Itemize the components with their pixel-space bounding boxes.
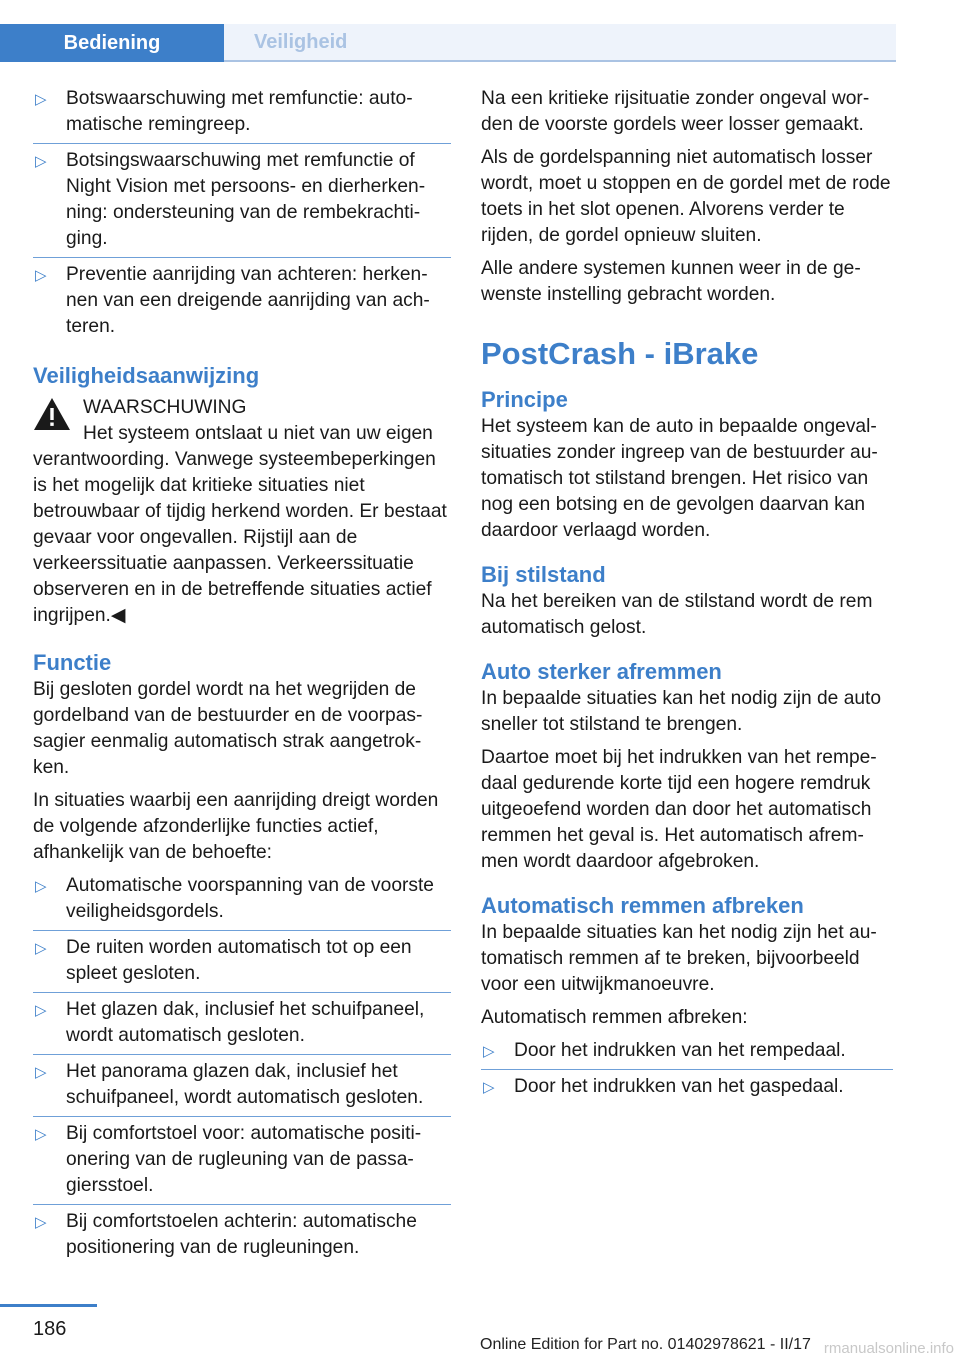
watermark: rmanualsonline.info: [823, 1340, 954, 1357]
standstill-heading: Bij stilstand: [481, 562, 606, 587]
triangle-bullet-icon: ▷: [35, 940, 47, 957]
list-item: ▷ Automatische voorspanning van de voorste veiligheidsgordels.: [33, 869, 451, 931]
stronger-braking-paragraph-1: In bepaalde situaties kan het nodig zijn de auto sneller tot stilstand te brengen.: [481, 688, 882, 735]
release-paragraph-2: Als de gordelspanning niet automatisch losser wordt, moet u stoppen en de gordel met de rode toets in het slot openen. Alvorens verder te rijden, de gordel opnieuw sluiten.: [481, 147, 891, 246]
edition-note: Online Edition for Part no. 01402978621 - II/17: [480, 1336, 811, 1353]
list-item: ▷ Botsingswaarschuwing met remfunctie of Night Vision met persoons- en dierherkenning: ondersteuning van de rembekrachtiging.: [33, 144, 451, 258]
function-paragraph-2: In situaties waarbij een aanrijding dreigt worden de volgende afzonderlijke functies actief, afhankelijk van de behoefte:: [33, 790, 439, 863]
list-item: ▷ Preventie aanrijding van achteren: herkennen van een dreigende aanrijding van achteren.: [35, 264, 430, 337]
triangle-bullet-icon: ▷: [35, 153, 47, 170]
list-item: ▷ Bij comfortstoel voor: automatische positionering van de rugleuning van de passagiersstoel.: [33, 1117, 451, 1205]
warning-block: [33, 395, 451, 629]
standstill-text: Na het bereiken van de stilstand wordt de rem automatisch gelost.: [481, 591, 873, 638]
safety-heading: Veiligheidsaanwijzing: [33, 363, 260, 388]
list-item: ▷ Het panorama glazen dak, inclusief het schuifpaneel, wordt automatisch gesloten.: [33, 1055, 451, 1117]
tab-bediening[interactable]: Bediening: [0, 24, 224, 62]
section-tabs: [0, 24, 896, 62]
triangle-bullet-icon: ▷: [35, 1064, 47, 1081]
cancel-braking-paragraph-2: Automatisch remmen afbreken:: [481, 1007, 748, 1028]
release-paragraph-3: Alle andere systemen kunnen weer in de gewenste instelling gebracht worden.: [481, 258, 861, 305]
tab-underline: [224, 60, 896, 62]
tab-veiligheid[interactable]: Veiligheid: [224, 24, 896, 60]
cancel-braking-paragraph-1: In bepaalde situaties kan het nodig zijn het automatisch remmen af te breken, bijvoorbeeld voor een uitwijkmanoeuvre.: [481, 922, 877, 995]
section-title: PostCrash - iBrake: [481, 336, 759, 371]
function-heading: Functie: [33, 650, 112, 675]
function-paragraph-1: Bij gesloten gordel wordt na het wegrijden de gordelband van de bestuurder en de voorpassagier eenmalig automatisch strak aangetrokken.: [33, 679, 423, 778]
feature-list: [33, 82, 451, 345]
triangle-bullet-icon: ▷: [35, 878, 47, 895]
list-item: ▷ Botswaarschuwing met remfunctie: automatische remingreep.: [33, 82, 451, 144]
page-number: 186: [33, 1318, 67, 1340]
triangle-bullet-icon: ▷: [35, 91, 47, 108]
right-column: [481, 82, 893, 1105]
principle-heading: Principe: [481, 387, 568, 412]
warning-label: WAARSCHUWING: [83, 397, 247, 418]
warning-triangle-icon: [33, 397, 71, 431]
release-paragraph-1: Na een kritieke rijsituatie zonder ongeval worden de voorste gordels weer losser gemaakt.: [481, 88, 870, 135]
triangle-bullet-icon: ▷: [35, 1002, 47, 1019]
list-item: ▷ Bij comfortstoelen achterin: automatische positionering van de rugleuningen.: [35, 1211, 417, 1258]
left-column: [33, 82, 451, 1266]
principle-text: Het systeem kan de auto in bepaalde ongevalsituaties zonder ingreep van de bestuurder automatisch tot stilstand brengen. Het risico van nog een botsing en de gevolgen daarvan kan daardoor verlaagd worden.: [481, 416, 878, 541]
triangle-bullet-icon: ▷: [35, 1214, 47, 1231]
list-item: ▷ De ruiten worden automatisch tot op een spleet gesloten.: [33, 931, 451, 993]
triangle-bullet-icon: ▷: [483, 1043, 495, 1060]
list-item: ▷ Door het indrukken van het rempedaal.: [481, 1034, 893, 1070]
function-list: [33, 869, 451, 1266]
stronger-braking-paragraph-2: Daartoe moet bij het indrukken van het rempedaal gedurende korte tijd een hogere remdruk uitgeoefend worden dan door het automatisch remmen het geval is. Het automatisch afremmen wordt daardoor afgebroken.: [481, 747, 877, 872]
list-item: ▷ Door het indrukken van het gaspedaal.: [481, 1070, 893, 1105]
warning-text: Het systeem ontslaat u niet van uw eigen verantwoording. Vanwege systeembeperkingen is het mogelijk dat kritieke situaties niet betrouwbaar of tijdig herkend worden. Er bestaat gevaar voor ongevallen. Rijstijl aan de verkeerssituatie aanpassen. Verkeerssituatie observeren en in de betreffende situaties actief ingrijpen.◀: [33, 423, 447, 626]
cancel-list: [481, 1034, 893, 1105]
triangle-bullet-icon: ▷: [483, 1079, 495, 1096]
list-item: ▷ Het glazen dak, inclusief het schuifpaneel, wordt automatisch gesloten.: [33, 993, 451, 1055]
stronger-braking-heading: Auto sterker afremmen: [481, 659, 722, 684]
triangle-bullet-icon: ▷: [35, 267, 47, 284]
triangle-bullet-icon: ▷: [35, 1126, 47, 1143]
cancel-braking-heading: Automatisch remmen afbreken: [481, 893, 804, 918]
footer-rule: [0, 1304, 97, 1307]
